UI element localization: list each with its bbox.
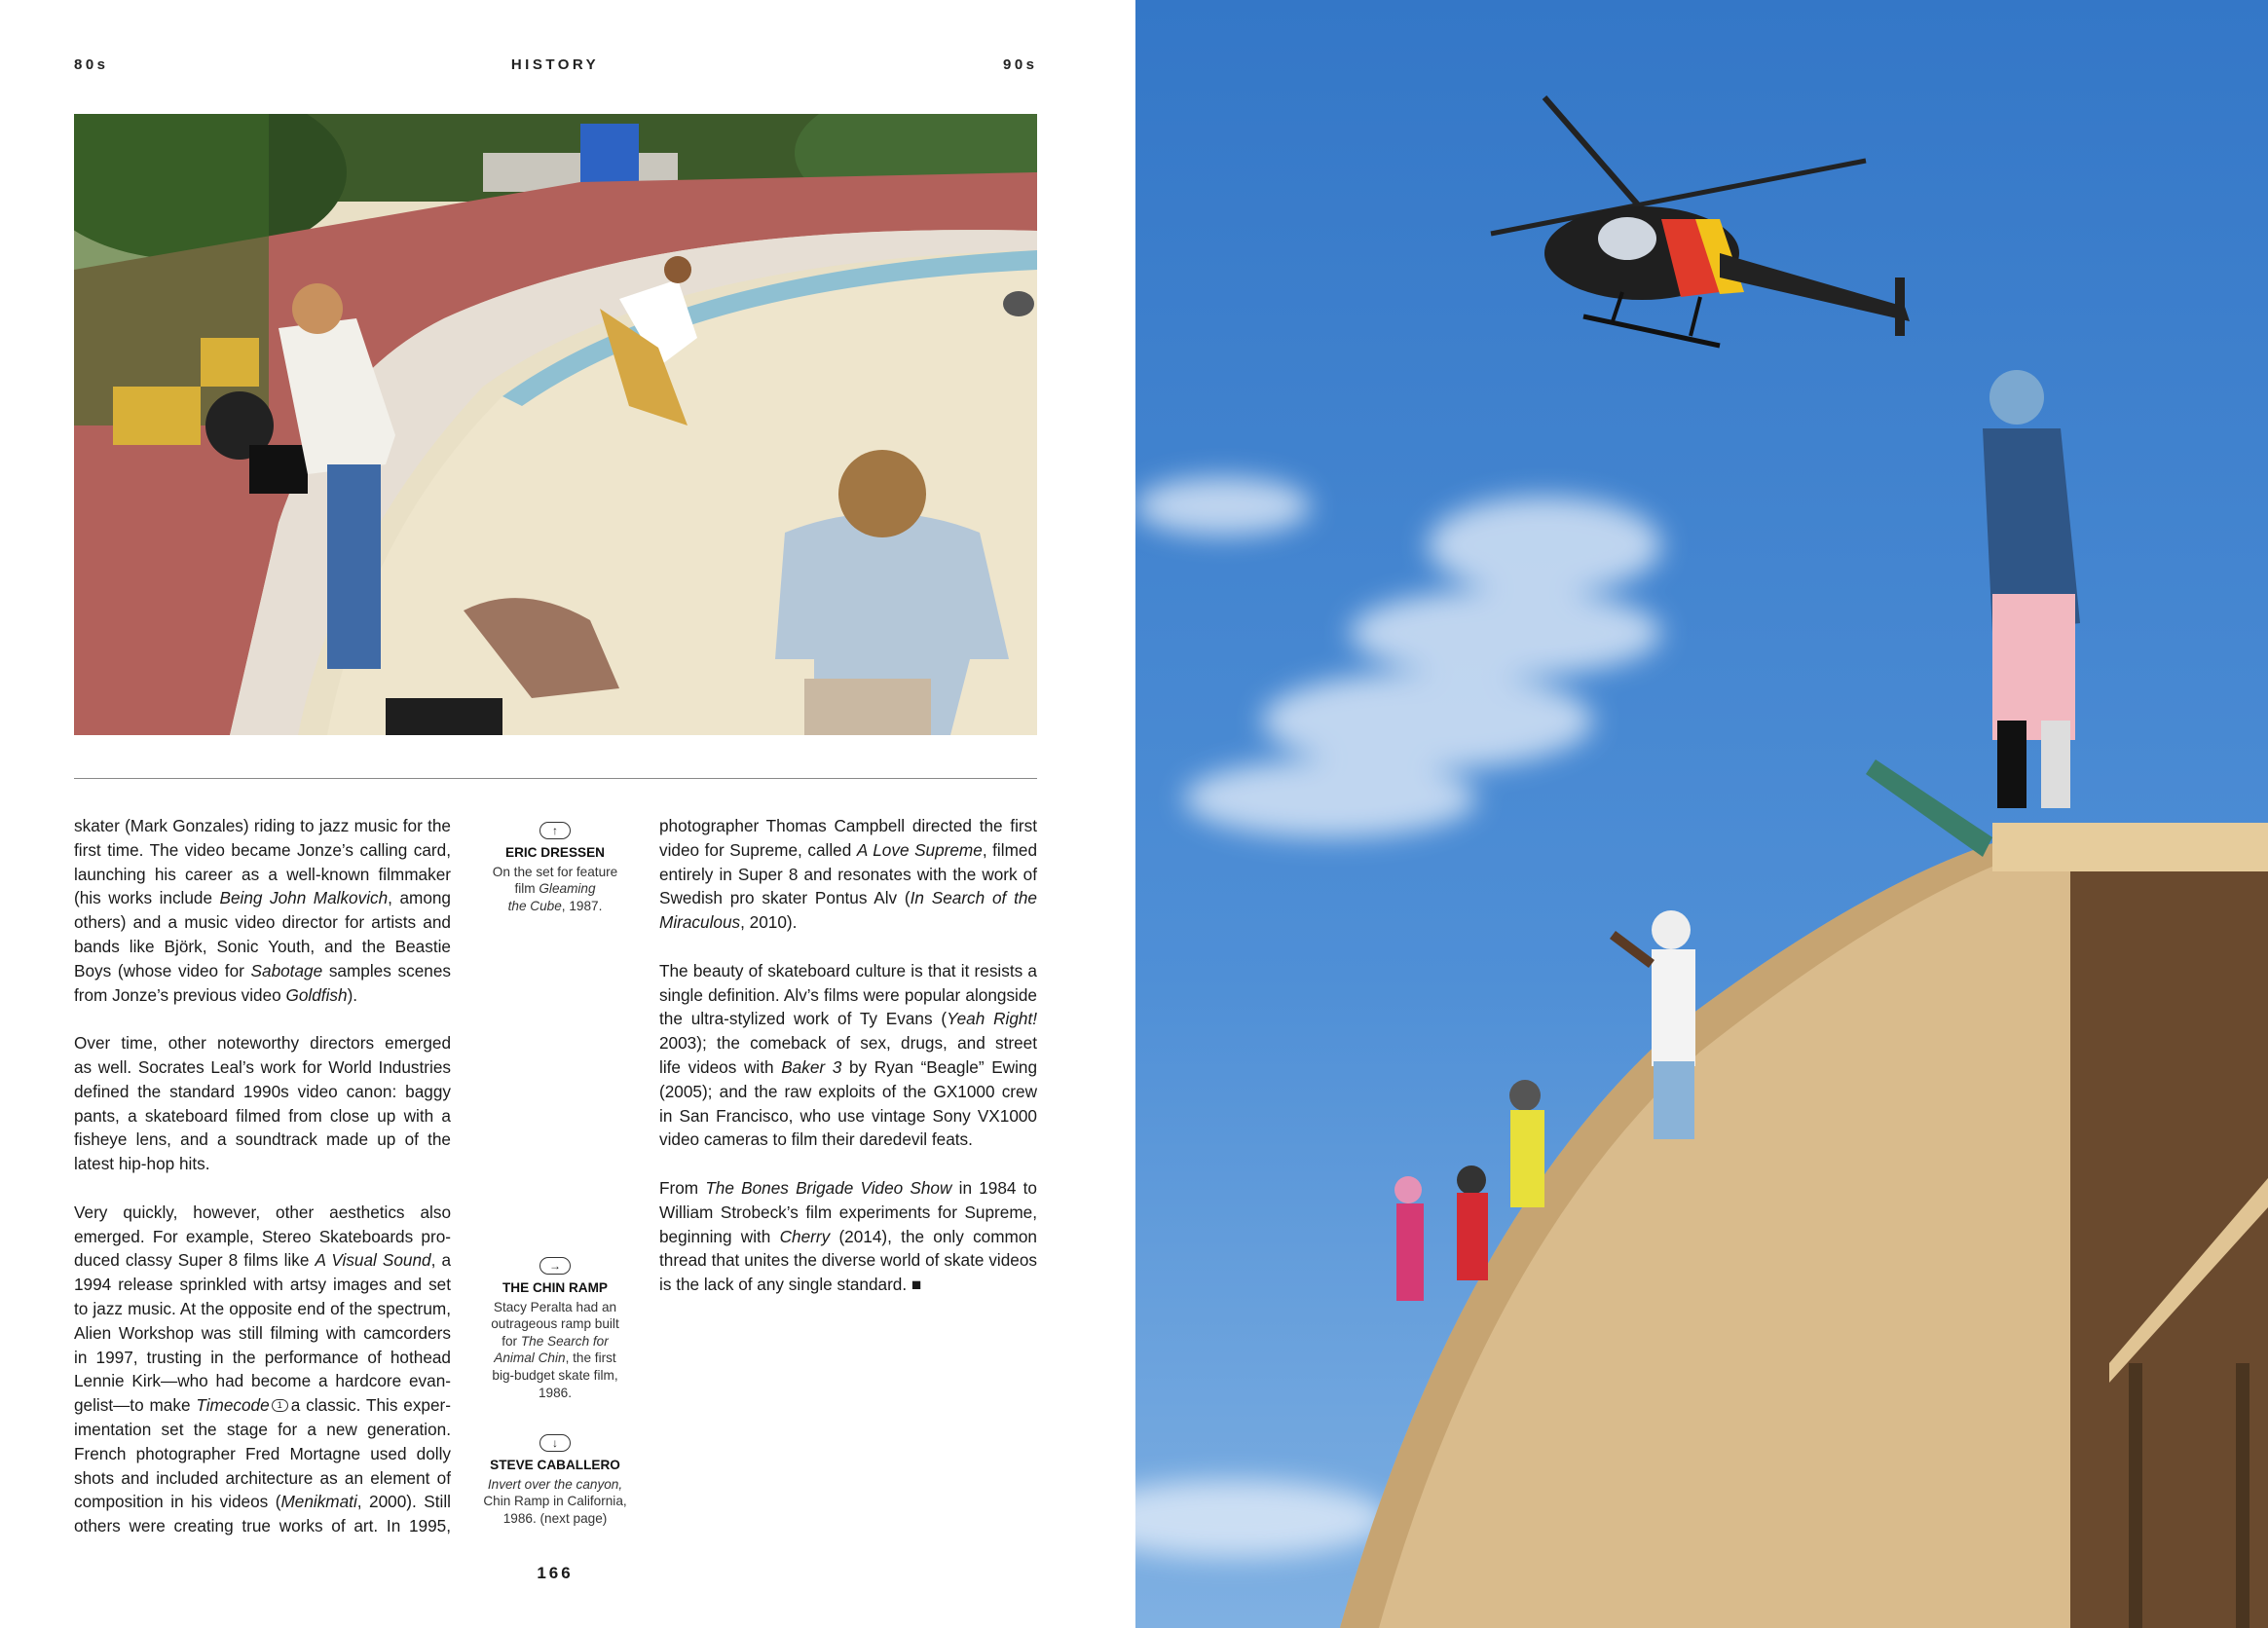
italic-title: In Search of the [910,888,1037,908]
text-run: as well. Socrates Leal’s work for World Industries [74,1056,451,1077]
caption-text: film [514,881,539,897]
italic-title: Baker 3 [781,1056,842,1077]
text-run: the ultra-stylized work of Ty Evans ( [659,1009,948,1029]
caption-line [477,1476,633,1494]
running-header-left: 80s [74,56,109,73]
section-divider [74,778,1037,779]
text-line [74,863,451,887]
caption-text: 1986. (next page) [502,1510,608,1526]
text-run: bands like Björk, Sonic Youth, and the Beastie [74,936,451,956]
caption-text: Chin Ramp in California, [483,1494,627,1509]
paragraph [659,959,1037,1152]
text-line [659,983,1037,1008]
text-line [659,1055,1037,1080]
text-line [74,1201,451,1225]
figure-reference-badge[interactable]: 1 [272,1399,288,1412]
text-line [74,1031,451,1055]
text-run: others) and a music video director for artists and [74,912,451,933]
text-run: in 1997, trusting in the performance of hothead [74,1347,451,1367]
caption-line [477,1367,633,1385]
text-line [74,1418,451,1442]
arrow-down-icon: ↓ [539,1434,571,1452]
text-run: , a [430,1250,451,1271]
text-line [74,1152,451,1176]
text-line [74,1128,451,1152]
caption-chin-ramp [477,1257,633,1401]
text-run: William Strobeck’s film experiments for Supreme, [659,1202,1037,1222]
text-line [74,1369,451,1393]
text-line [74,935,451,959]
paragraph [659,1176,1037,1297]
body-column-right [659,814,1037,1321]
caption-text: big-budget skate film, [492,1367,618,1383]
text-run: , 2010). [740,912,798,933]
text-run: from Jonze’s previous video [74,984,286,1005]
arrow-right-icon: → [539,1257,571,1275]
text-run: by Ryan “Beagle” Ewing [841,1056,1038,1077]
text-run: 2003); the comeback of sex, drugs, and street [659,1033,1037,1054]
text-line [659,1248,1037,1273]
text-line [659,1201,1037,1225]
caption-italic: Invert over the canyon, [487,1476,623,1492]
text-run: defined the standard 1990s video canon: baggy [74,1081,451,1101]
text-run: others were creating true works of art. In 1995, [74,1516,451,1536]
text-line [74,1248,451,1273]
text-run: (2014), the only common [830,1226,1037,1246]
caption-line [477,1350,633,1367]
caption-italic: Gleaming [539,881,596,897]
italic-title: Menikmati [280,1492,357,1512]
text-run: Alien Workshop was still filming with camcorders [74,1322,451,1343]
caption-steve-caballero [477,1434,633,1527]
text-line [659,959,1037,983]
caption-text: 1986. [538,1385,573,1400]
italic-title: Goldfish [285,984,348,1005]
text-run: to jazz music. At the opposite end of the spectrum, [74,1298,451,1318]
text-line [74,1514,451,1538]
text-run: thread that unites the diverse world of skate videos [659,1250,1037,1271]
text-run: is the lack of any single standard. ■ [659,1275,922,1295]
text-line [74,1490,451,1514]
text-line [74,910,451,935]
page-number: 166 [537,1564,574,1582]
text-run: in San Francisco, who use vintage Sony VX1000 [659,1105,1037,1126]
text-line [74,1273,451,1297]
text-line [74,959,451,983]
italic-title: Cherry [779,1226,831,1246]
text-line [74,1080,451,1104]
text-line [74,1442,451,1466]
text-line [659,1031,1037,1055]
caption-text: , the first [565,1350,616,1366]
caption-title: THE CHIN RAMP [502,1280,608,1295]
text-run: 1994 release sprinkled with artsy images and set [74,1275,451,1295]
text-line [659,1007,1037,1031]
italic-title: Sabotage [250,960,323,980]
italic-title: The Bones Brigade Video Show [705,1177,952,1198]
italic-title: A Love Supreme [856,839,983,860]
text-run: life videos with [659,1056,782,1077]
caption-line [477,1510,633,1528]
caption-line [477,1333,633,1350]
text-line [659,1104,1037,1128]
arrow-up-icon: ↑ [539,822,571,839]
caption-line [477,898,633,915]
italic-title: Timecode [196,1395,270,1416]
text-line [659,814,1037,838]
text-run: gelist—to make [74,1395,197,1416]
caption-eric-dressen [477,822,633,914]
caption-line [477,864,633,881]
italic-title: A Visual Sound [315,1250,431,1271]
text-run: (2005); and the raw exploits of the GX1000 crew [659,1081,1037,1101]
text-run: shots and included architecture as an element of [74,1467,451,1488]
text-run: , 2000). Still [356,1492,451,1512]
text-run: samples scenes [322,960,451,980]
paragraph [74,1201,451,1538]
photo-chin-ramp-helicopter [1135,0,2268,1628]
italic-title: Being John Malkovich [219,888,389,908]
caption-line [477,880,633,898]
text-run: Very quickly, however, other aesthetics also [74,1202,451,1222]
text-run: French photographer Fred Mortagne used dolly [74,1443,451,1463]
caption-title: ERIC DRESSEN [505,845,605,860]
text-run: fisheye lens, and a soundtrack made up of the [74,1129,451,1150]
text-run: single definition. Alv’s films were popular alongside [659,984,1037,1005]
caption-text: outrageous ramp built [491,1316,619,1332]
caption-text: for [502,1333,521,1349]
paragraph [74,814,451,1007]
text-run: imentation set the stage for a new generation. [74,1419,451,1439]
text-run: The beauty of skateboard culture is that it resists a [659,960,1037,980]
paragraph [74,1031,451,1176]
text-run: in 1984 to [951,1177,1037,1198]
text-line [74,838,451,863]
text-line [74,983,451,1008]
text-run: From [659,1177,706,1198]
caption-line [477,1385,633,1402]
text-run: composition in his videos ( [74,1492,281,1512]
text-run: emerged. For example, Stereo Skateboards pro- [74,1226,451,1246]
text-line [74,1297,451,1321]
italic-title: Yeah Right! [947,1009,1037,1029]
text-run: Over time, other noteworthy directors emerged [74,1033,451,1054]
text-line [659,910,1037,935]
text-run: , filmed [982,839,1038,860]
italic-title: Miraculous [659,912,741,933]
text-line [74,1321,451,1346]
text-run: video cameras to film their daredevil feats. [659,1129,973,1150]
caption-line [477,1493,633,1510]
text-line [74,1466,451,1491]
text-line [659,886,1037,910]
text-line [74,1225,451,1249]
caption-text: , 1987. [561,898,603,913]
text-line [659,1225,1037,1249]
caption-italic: the Cube [507,898,562,913]
text-line [659,1128,1037,1152]
caption-text: Stacy Peralta had an [493,1299,617,1314]
photo-pool-filming [74,114,1037,735]
text-line [74,1393,451,1418]
text-run: pants, a skateboard filmed from close up with a [74,1105,451,1126]
text-run: beginning with [659,1226,780,1246]
caption-title: STEVE CABALLERO [490,1458,620,1472]
text-run: entirely in Super 8 and resonates with the work of [659,864,1037,884]
text-run: , among [388,888,451,908]
text-line [74,1104,451,1128]
text-line [74,814,451,838]
text-line [659,838,1037,863]
text-run: a classic. This exper- [290,1395,451,1416]
paragraph [659,814,1037,935]
caption-italic: Animal Chin [494,1350,566,1366]
text-run: skater (Mark Gonzales) riding to jazz music for the [74,816,451,835]
text-run: photographer Thomas Campbell directed the first [659,816,1037,835]
text-run: ). [347,984,358,1005]
text-run: launching his career as a well-known filmmaker [74,864,451,884]
text-run: Swedish pro skater Pontus Alv ( [659,888,911,908]
text-line [659,1176,1037,1201]
text-run: latest hip-hop hits. [74,1154,210,1174]
text-run: (his works include [74,888,220,908]
caption-line [477,1299,633,1316]
text-run: Boys (whose video for [74,960,251,980]
body-column-left [74,814,451,1563]
text-line [74,1055,451,1080]
caption-line [477,1315,633,1333]
text-line [659,1273,1037,1297]
text-line [74,886,451,910]
caption-text: On the set for feature [492,864,618,879]
text-run: first time. The video became Jonze’s calling card, [74,839,451,860]
text-line [659,863,1037,887]
running-header-right: 90s [1003,56,1038,73]
text-line [659,1080,1037,1104]
caption-italic: The Search for [520,1333,609,1349]
text-run: Lennie Kirk—who had become a hardcore evan- [74,1371,451,1391]
running-header-section: HISTORY [510,56,600,73]
text-line [74,1346,451,1370]
text-run: video for Supreme, called [659,839,857,860]
text-run: duced classy Super 8 films like [74,1250,316,1271]
